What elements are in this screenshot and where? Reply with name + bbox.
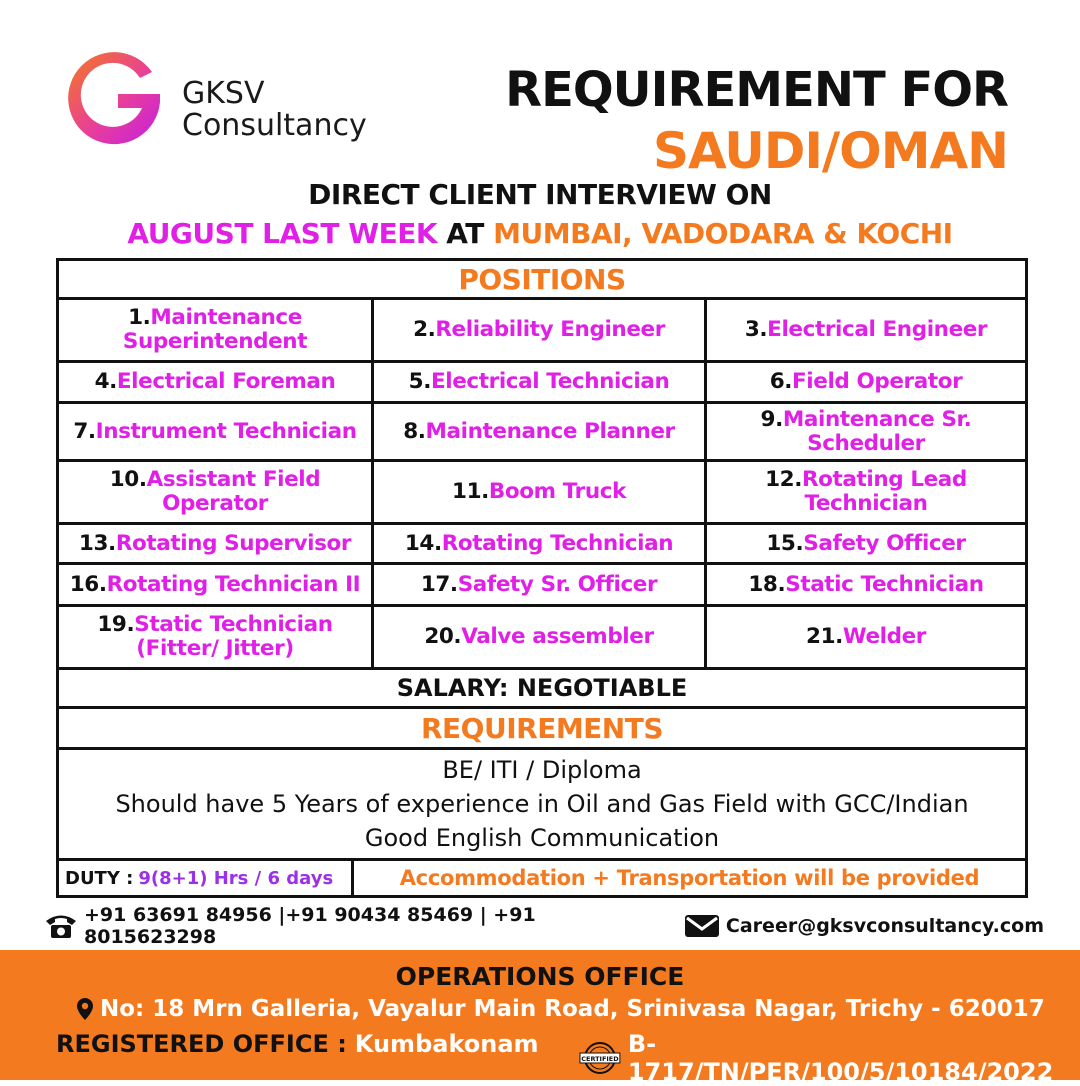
brand-line1: GKSV: [182, 76, 265, 111]
requirement-item: Good English Communication: [364, 824, 720, 852]
requirements-title: REQUIREMENTS: [56, 706, 1028, 750]
email-icon: [684, 913, 720, 939]
interview-when: AUGUST LAST WEEK: [127, 217, 438, 250]
position-cell: [371, 297, 707, 363]
position-name: Maintenance Planner: [425, 418, 675, 444]
interview-line2: [0, 217, 1080, 250]
position-cell: [56, 522, 374, 565]
stamp-text: CERTIFIED: [581, 1054, 619, 1063]
position-name: Static Technician (Fitter/ Jitter): [134, 612, 333, 661]
registered-label: REGISTERED OFFICE :: [56, 1030, 347, 1058]
position-cell: [371, 401, 707, 462]
position-number: 15.: [766, 530, 804, 556]
position-name: Electrical Technician: [430, 369, 670, 394]
license-number: B-1717/TN/PER/100/5/10184/2022: [627, 1030, 1054, 1086]
interview-where: MUMBAI, VADODARA & KOCHI: [493, 217, 953, 250]
duty-label: DUTY :: [65, 867, 134, 889]
contact-bar: [44, 904, 1044, 948]
duty-box: [56, 858, 354, 898]
positions-title: POSITIONS: [56, 258, 1028, 300]
heading-line2: SAUDI/OMAN: [653, 122, 1008, 180]
position-number: 9.: [760, 406, 783, 432]
position-cell: [704, 459, 1028, 525]
position-cell: [371, 459, 707, 525]
requirement-item: BE/ ITI / Diploma: [442, 756, 642, 784]
position-cell: [56, 604, 374, 670]
position-number: 17.: [420, 571, 458, 597]
certified-stamp-icon: [578, 1041, 622, 1075]
position-cell: [56, 360, 374, 404]
location-pin-icon: [76, 997, 94, 1021]
interview-at: AT: [446, 217, 484, 250]
registered-office: [56, 1030, 539, 1058]
position-cell: [704, 604, 1028, 670]
gksv-logo-icon: [60, 42, 170, 152]
position-name: Maintenance Superintendent: [122, 305, 308, 354]
position-name: Rotating Technician: [441, 530, 674, 556]
position-name: Electrical Engineer: [767, 317, 988, 342]
position-number: 18.: [748, 571, 786, 597]
heading-line1: REQUIREMENT FOR: [505, 62, 1008, 118]
position-name: Safety Officer: [803, 530, 966, 556]
position-name: Rotating Lead Technician: [801, 467, 967, 516]
position-cell: [56, 562, 374, 607]
requirement-item: Should have 5 Years of experience in Oil and Gas Field with GCC/Indian: [115, 790, 969, 818]
position-cell: [704, 360, 1028, 404]
position-number: 10.: [109, 467, 147, 492]
brand-line2: Consultancy: [182, 108, 367, 143]
position-number: 8.: [403, 418, 426, 444]
position-name: Safety Sr. Officer: [457, 571, 658, 597]
duty-value: 9(8+1) Hrs / 6 days: [138, 867, 334, 889]
position-cell: [704, 562, 1028, 607]
position-number: 4.: [94, 369, 117, 394]
position-name: Assistant Field Operator: [146, 467, 321, 516]
position-cell: [371, 562, 707, 607]
brand-name: [182, 78, 367, 142]
salary-text: SALARY: NEGOTIABLE: [56, 667, 1028, 709]
position-number: 2.: [413, 317, 436, 342]
position-cell: [704, 522, 1028, 565]
ops-title: OPERATIONS OFFICE: [395, 962, 685, 991]
position-number: 1.: [128, 305, 151, 330]
position-number: 19.: [97, 612, 135, 637]
registered-value: Kumbakonam: [354, 1030, 539, 1058]
position-number: 16.: [69, 571, 107, 597]
position-number: 6.: [769, 369, 793, 394]
position-name: Electrical Foreman: [116, 369, 336, 394]
address: [76, 996, 1045, 1022]
footer: [0, 950, 1080, 1086]
position-number: 5.: [408, 369, 431, 394]
positions-table: [56, 258, 1028, 898]
position-number: 11.: [452, 479, 489, 504]
position-number: 21.: [806, 624, 843, 649]
position-name: Maintenance Sr. Scheduler: [782, 406, 972, 456]
position-name: Reliability Engineer: [435, 317, 665, 342]
position-cell: [56, 297, 374, 363]
benefits-text: Accommodation + Transportation will be provided: [351, 858, 1028, 898]
position-name: Welder: [842, 624, 926, 649]
position-number: 14.: [404, 530, 442, 556]
position-name: Rotating Technician II: [106, 571, 361, 597]
position-number: 13.: [78, 530, 116, 556]
position-number: 12.: [765, 467, 802, 492]
position-name: Rotating Supervisor: [115, 530, 352, 556]
position-name: Field Operator: [792, 369, 963, 394]
license: [578, 1030, 1080, 1086]
email-address[interactable]: Career@gksvconsultancy.com: [725, 915, 1044, 937]
position-cell: [56, 401, 374, 462]
position-number: 3.: [744, 317, 768, 342]
position-name: Instrument Technician: [95, 418, 357, 444]
position-cell: [371, 522, 707, 565]
position-cell: [704, 401, 1028, 462]
position-cell: [704, 297, 1028, 363]
position-name: Valve assembler: [461, 624, 654, 649]
address-text: No: 18 Mrn Galleria, Vayalur Main Road, Srinivasa Nagar, Trichy - 620017: [100, 996, 1045, 1022]
position-name: Boom Truck: [488, 479, 626, 504]
requirements-list: [56, 747, 1028, 861]
position-cell: [371, 604, 707, 670]
phone-numbers[interactable]: +91 63691 84956 |+91 90434 85469 | +91 8015623298: [84, 904, 536, 948]
position-number: 7.: [73, 418, 96, 444]
position-cell: [56, 459, 374, 525]
position-name: Static Technician: [785, 571, 984, 597]
phone-icon: [44, 912, 78, 940]
interview-line1: DIRECT CLIENT INTERVIEW ON: [308, 178, 772, 211]
position-number: 20.: [424, 624, 462, 649]
position-cell: [371, 360, 707, 404]
